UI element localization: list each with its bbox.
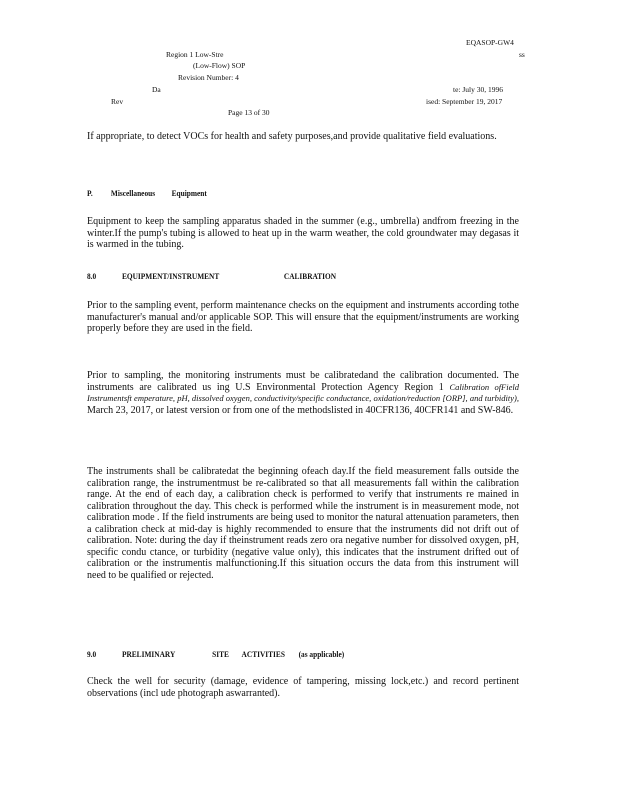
paragraph-well-check-text: Check the well for security (damage, evidence of tampering, missing lock,etc.) and record pertinent observations (incl ude photograph aswarranted).	[87, 676, 519, 699]
heading-number: 9.0	[87, 650, 97, 659]
doc-id: EQASOP-GW4	[466, 38, 514, 47]
heading-word: CALIBRATION	[283, 272, 337, 281]
heading-word: Miscellaneous	[110, 189, 156, 198]
paragraph-calibration-docs-text: Prior to sampling, the monitoring instruments must be calibratedand the calibration documented. The instruments are calibrated us ing U.S Environmental Protection Agency Region 1	[87, 370, 519, 393]
paragraph-voc	[87, 131, 519, 143]
paragraph-voc-text: If appropriate, to detect VOCs for health and safety purposes,and provide qualitative field evaluations.	[87, 131, 497, 142]
paragraph-equipment-text: Equipment to keep the sampling apparatus shaded in the summer (e.g., umbrella) andfrom freezing in the winter.If the pump's tubing is allowed to heat up in the warm weather, the cold groundwater may degasas it is warmed in the tubing.	[87, 216, 519, 250]
heading-preliminary-site	[87, 650, 344, 659]
page-number: Page 13 of 30	[228, 108, 270, 117]
heading-word: SITE	[212, 650, 229, 659]
header-revised-left: Rev	[111, 97, 124, 106]
paragraph-well-check	[87, 676, 519, 699]
heading-word: (as applicable)	[298, 650, 345, 659]
header-line-region-end: ss	[519, 50, 525, 59]
paragraph-calibration-docs-tail: March 23, 2017, or latest version or from one of the methodslisted in 40CFR136, 40CFR141 and SW-846.	[87, 404, 514, 416]
paragraph-maintenance	[87, 300, 519, 335]
header-revised-right: ised: September 19, 2017	[426, 97, 503, 106]
heading-word: PRELIMINARY	[121, 650, 176, 659]
calibration-reference-italic: Calibration ofField Instrumentsft emperature, pH, dissolved oxygen, conductivity/specific conductance, oxidation/reduction [ORP], and turbidity),	[87, 381, 519, 403]
heading-word: ACTIVITIES	[241, 650, 285, 659]
paragraph-instrument-checks-text: The instruments shall be calibratedat the beginning ofeach day.If the field measurement falls outside the calibration range, the instrumentmust be re-calibrated so that all measurements fall within the calibration range. At the end of each day, a calibration check is performed to verify that instruments re mained in calibration throughout the day. This check is performed while the instrument is in measurement mode, not calibration mode . If the field instruments are being used to monitor the natural attenuation parameters, then a calibration check at mid-day is highly recommended to ensure that the instruments did not drift out of calibration. Note: during the day if theinstrument reads zero ora negative number for dissolved oxygen, pH, specific condu ctance, or turbidity (negative value only), this indicates that the instrument drifted out of calibration or the instrumentis malfunctioning.If this situation occurs the data from this instrument will need to be qualified or rejected.	[87, 466, 519, 581]
heading-calibration	[87, 272, 336, 281]
heading-misc-equipment	[87, 189, 207, 198]
header-line-region: Region 1 Low-Stre	[166, 50, 224, 59]
heading-word: EQUIPMENT/INSTRUMENT	[121, 272, 220, 281]
paragraph-calibration-docs	[87, 370, 519, 416]
paragraph-instrument-checks	[87, 466, 519, 581]
paragraph-equipment	[87, 216, 519, 251]
header-date-right: te: July 30, 1996	[453, 85, 503, 94]
heading-word: Equipment	[171, 189, 207, 198]
header-line-revision: Revision Number: 4	[178, 73, 239, 82]
heading-number: P.	[87, 189, 93, 198]
header-line-lowflow: (Low-Flow) SOP	[193, 61, 246, 70]
heading-number: 8.0	[87, 272, 97, 281]
header-date-left: Da	[152, 85, 161, 94]
paragraph-maintenance-text: Prior to the sampling event, perform maintenance checks on the equipment and instruments according tothe manufacturer's manual and/or applicable SOP. This will ensure that the equipment/instruments are working properly before they are used in the field.	[87, 300, 519, 334]
